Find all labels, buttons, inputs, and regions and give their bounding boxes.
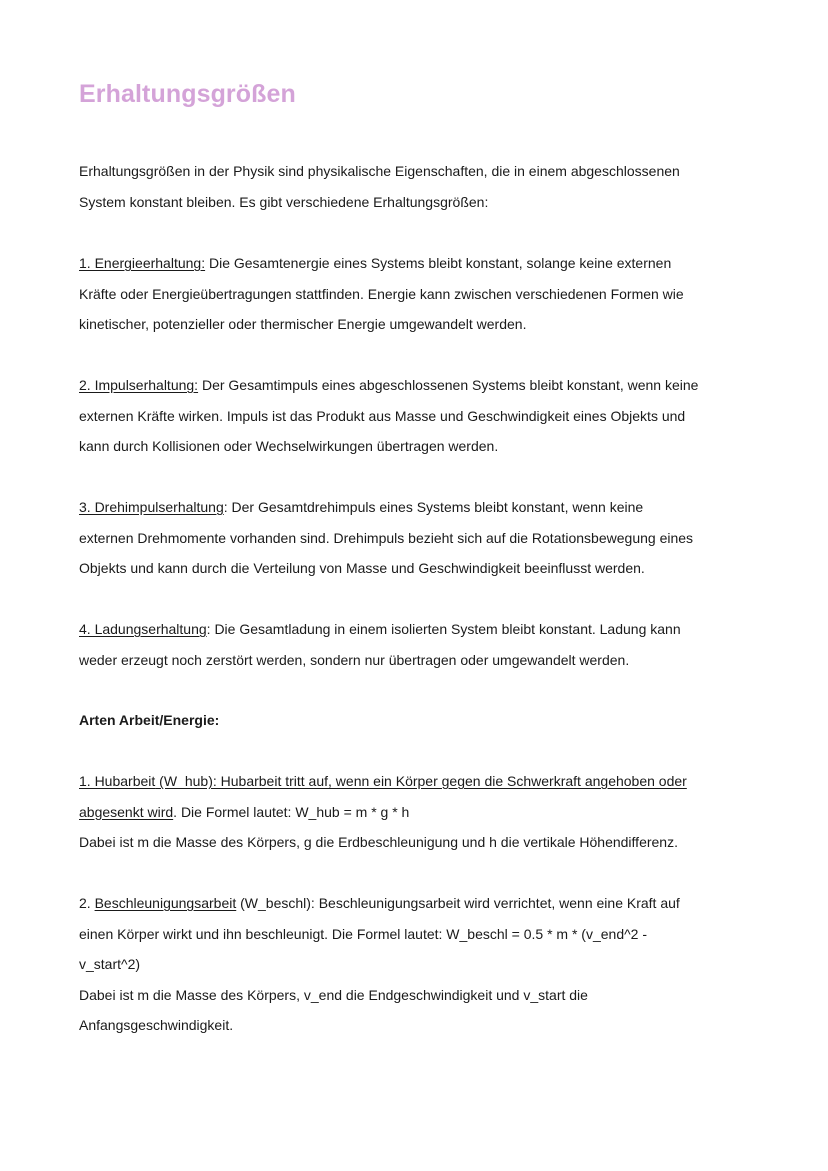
drehimpulserhaltung-paragraph (79, 492, 759, 584)
text-line: Erhaltungsgrößen in der Physik sind physikalische Eigenschaften, die in einem abgeschlossenen (79, 163, 680, 179)
text-line (79, 614, 759, 645)
text-line: Kräfte oder Energieübertragungen stattfinden. Energie kann zwischen verschiedenen Formen wie (79, 285, 684, 302)
text-span: Die Gesamtenergie eines Systems bleibt konstant, solange keine externen (205, 255, 672, 271)
text-span: (W_beschl): Beschleunigungsarbeit wird verrichtet, wenn eine Kraft auf (236, 895, 680, 911)
impulserhaltung-paragraph (79, 370, 759, 462)
text-line: Dabei ist m die Masse des Körpers, v_end die Endgeschwindigkeit und v_start die (79, 986, 588, 1003)
text-line: externen Kräfte wirken. Impuls ist das Produkt aus Masse und Geschwindigkeit eines Objekts und (79, 407, 686, 424)
text-line (79, 248, 759, 279)
text-span: 2. (79, 895, 95, 911)
section-label: 1. Hubarbeit (79, 773, 156, 789)
text-line (79, 797, 759, 828)
text-span: Der Gesamtimpuls eines abgeschlossenen Systems bleibt konstant, wenn keine (198, 377, 699, 393)
text-line: weder erzeugt noch zerstört werden, sondern nur übertragen oder umgewandelt werden. (79, 651, 630, 668)
text-line: Dabei ist m die Masse des Körpers, g die Erdbeschleunigung und h die vertikale Höhendifferenz. (79, 834, 678, 850)
text-line: kinetischer, potenzieller oder thermischer Energie umgewandelt werden. (79, 316, 527, 332)
arten-heading-block (79, 705, 759, 736)
text-line: Objekts und kann durch die Verteilung von Masse und Geschwindigkeit beeinflusst werden. (79, 560, 645, 576)
text-line: v_start^2) (79, 956, 141, 972)
section-heading: Arten Arbeit/Energie: (79, 712, 220, 728)
section-label: 1. Energieerhaltung: (79, 255, 206, 271)
text-span: : Der Gesamtdrehimpuls eines Systems bleibt konstant, wenn keine (223, 499, 644, 515)
text-span: . Die Formel lautet: W_hub = m * g * h (173, 803, 410, 820)
text-line: kann durch Kollisionen oder Wechselwirkungen übertragen werden. (79, 438, 499, 454)
text-span: abgesenkt wird (79, 803, 174, 820)
text-line: System konstant bleiben. Es gibt verschiedene Erhaltungsgrößen: (79, 193, 489, 210)
hubarbeit-paragraph (79, 766, 759, 858)
text-line (79, 370, 759, 401)
section-label: 2. Impulserhaltung: (79, 377, 199, 393)
text-line (79, 888, 759, 919)
text-line: Anfangsgeschwindigkeit. (79, 1017, 234, 1033)
text-span: (W_hub): Hubarbeit tritt auf, wenn ein Körper gegen die Schwerkraft angehoben oder (155, 773, 687, 789)
ladungserhaltung-paragraph (79, 614, 759, 675)
beschleunigungsarbeit-paragraph (79, 888, 759, 1041)
text-line (79, 766, 759, 797)
section-label: 4. Ladungserhaltung (79, 621, 207, 637)
page-title: Erhaltungsgrößen (79, 80, 296, 108)
section-label: 3. Drehimpulserhaltung (79, 499, 224, 515)
section-label: Beschleunigungsarbeit (94, 895, 237, 911)
text-line (79, 492, 759, 523)
text-line: einen Körper wirkt und ihn beschleunigt. Die Formel lautet: W_beschl = 0.5 * m * (v_end^2 - (79, 925, 648, 942)
text-line: externen Drehmomente vorhanden sind. Drehimpuls bezieht sich auf die Rotationsbewegung eines (79, 529, 694, 546)
intro-paragraph (79, 156, 759, 217)
energieerhaltung-paragraph (79, 248, 759, 340)
text-span: : Die Gesamtladung in einem isolierten System bleibt konstant. Ladung kann (206, 621, 681, 637)
